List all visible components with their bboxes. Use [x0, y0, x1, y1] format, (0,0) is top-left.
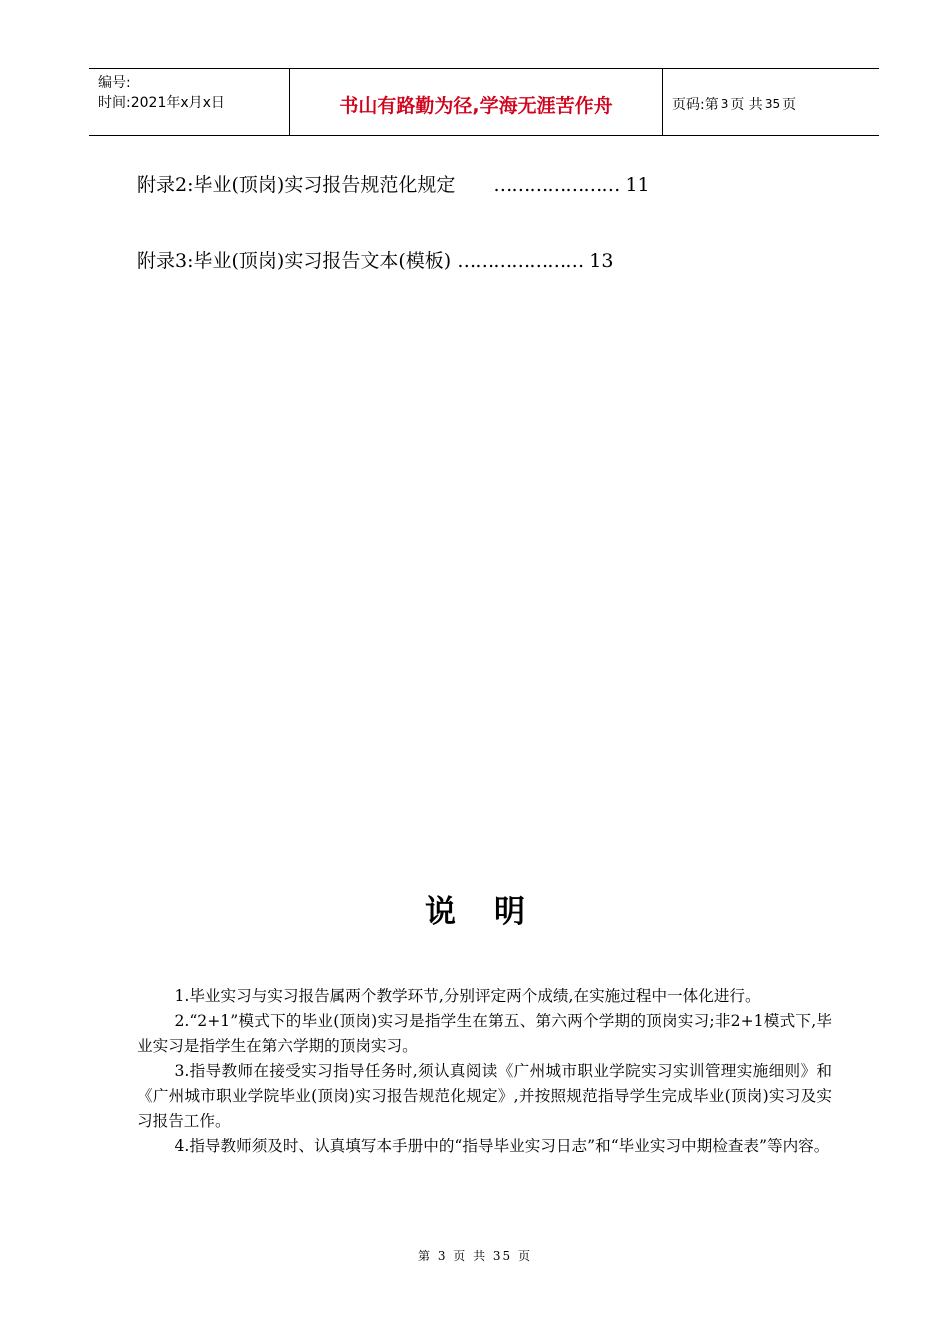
note-paragraph: 3.指导教师在接受实习指导任务时,须认真阅读《广州城市职业学院实习实训管理实施细则》和《广州城市职业学院毕业(顶岗)实习报告规范化规定》,并按照规范指导学生完成毕业(顶岗)实习及实习报告工作。 — [137, 1062, 832, 1130]
notes-body — [137, 984, 832, 1159]
page-header — [89, 68, 879, 136]
page-current: 3 — [720, 97, 729, 111]
toc-entry-page: 13 — [589, 250, 614, 272]
page-footer: 第 3 页 共 35 页 — [418, 1249, 532, 1263]
page-total: 35 — [764, 97, 781, 111]
note-paragraph: 1.毕业实习与实习报告属两个教学环节,分别评定两个成绩,在实施过程中一体化进行。 — [174, 987, 761, 1005]
toc-entry-label: 附录2:毕业(顶岗)实习报告规范化规定 — [137, 174, 456, 196]
toc-entry-leader: ………………… — [457, 250, 584, 272]
toc-entry-label: 附录3:毕业(顶岗)实习报告文本(模板) — [137, 250, 452, 272]
header-meta — [89, 69, 290, 135]
toc-entry-page: 11 — [625, 174, 650, 196]
toc-entry[interactable] — [137, 249, 777, 273]
header-page-number — [663, 69, 879, 135]
page-suffix: 页 — [782, 97, 797, 113]
code-label: 编号: — [98, 75, 131, 91]
header-motto: 书山有路勤为径,学海无涯苦作舟 — [290, 69, 663, 135]
page-prefix: 页码:第 — [672, 97, 719, 113]
date-label: 时间:2021年x月x日 — [98, 95, 225, 111]
toc-entry[interactable] — [137, 173, 777, 197]
note-paragraph: 2.“2+1”模式下的毕业(顶岗)实习是指学生在第五、第六两个学期的顶岗实习;非2+1模式下,毕业实习是指学生在第六学期的顶岗实习。 — [137, 1012, 832, 1055]
note-paragraph: 4.指导教师须及时、认真填写本手册中的“指导毕业实习日志”和“毕业实习中期检查表”等内容。 — [174, 1137, 830, 1155]
page-mid: 页 共 — [730, 97, 763, 113]
section-title: 说明 — [425, 894, 563, 930]
toc-entry-leader: ………………… — [493, 174, 620, 196]
